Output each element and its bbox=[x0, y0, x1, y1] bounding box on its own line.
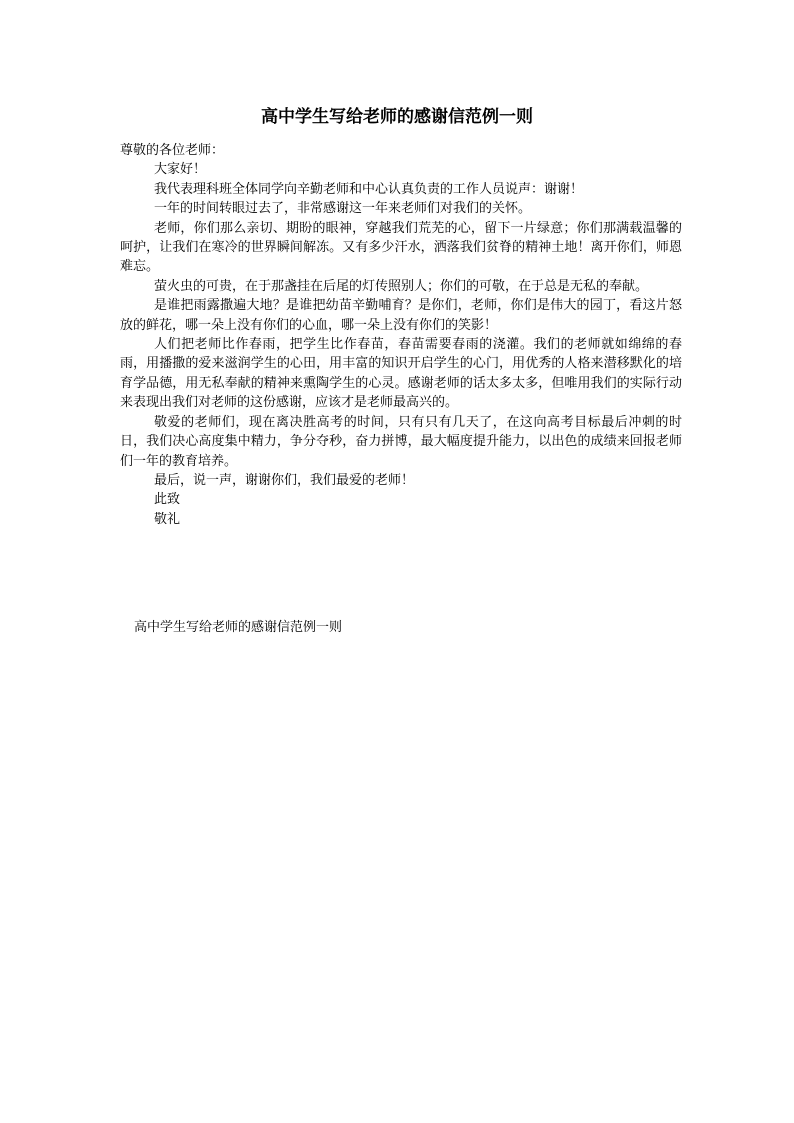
document-title: 高中学生写给老师的感谢信范例一则 bbox=[261, 107, 533, 127]
paragraph-thanks: 我代表理科班全体同学向辛勤老师和中心认真负责的工作人员说声：谢谢！ bbox=[154, 181, 584, 197]
closing-cizhi: 此致 bbox=[154, 492, 181, 508]
paragraph-closing: 最后，说一声，谢谢你们，我们最爱的老师！ bbox=[154, 472, 415, 488]
closing-jingli: 敬礼 bbox=[154, 511, 181, 527]
letter-body bbox=[120, 141, 682, 529]
footer-title: 高中学生写给老师的感谢信范例一则 bbox=[134, 620, 343, 635]
paragraph-year: 一年的时间转眼过去了，非常感谢这一年来老师们对我们的关怀。 bbox=[154, 201, 532, 217]
salutation: 尊敬的各位老师： bbox=[120, 143, 225, 158]
paragraph-teachers: 老师，你们那么亲切、期盼的眼神，穿越我们荒芜的心，留下一片绿意；你们那满载温馨的呵护，让我们在寒冷的世界瞬间解冻。又有多少汗水，洒落我们贫脊的精神土地！离开你们，师恩难忘。 bbox=[120, 220, 682, 275]
paragraph-spring-rain: 人们把老师比作春雨，把学生比作春苗，春苗需要春雨的浇灌。我们的老师就如绵绵的春雨，用播撒的爱来滋润学生的心田，用丰富的知识开启学生的心门，用优秀的人格来潜移默化的培育学品德，用无私奉献的精神来熏陶学生的心灵。感谢老师的话太多太多，但唯用我们的实际行动来表现出我们对老师的这份感谢，应该才是老师最高兴的。 bbox=[120, 337, 682, 411]
paragraph-firefly: 萤火虫的可贵，在于那盏挂在后尾的灯传照别人；你们的可敬，在于总是无私的奉献。 bbox=[154, 278, 649, 294]
paragraph-greeting: 大家好！ bbox=[154, 162, 207, 178]
paragraph-gardener: 是谁把雨露撒遍大地？是谁把幼苗辛勤哺育？是你们，老师，你们是伟大的园丁，看这片怒放的鲜花，哪一朵上没有你们的心血，哪一朵上没有你们的笑影！ bbox=[120, 298, 682, 333]
paragraph-exam: 敬爱的老师们，现在离决胜高考的时间，只有只有几天了，在这向高考目标最后冲刺的时日，我们决心高度集中精力，争分夺秒，奋力拼博，最大幅度提升能力，以出色的成绩来回报老师们一年的教育培养。 bbox=[120, 414, 682, 469]
